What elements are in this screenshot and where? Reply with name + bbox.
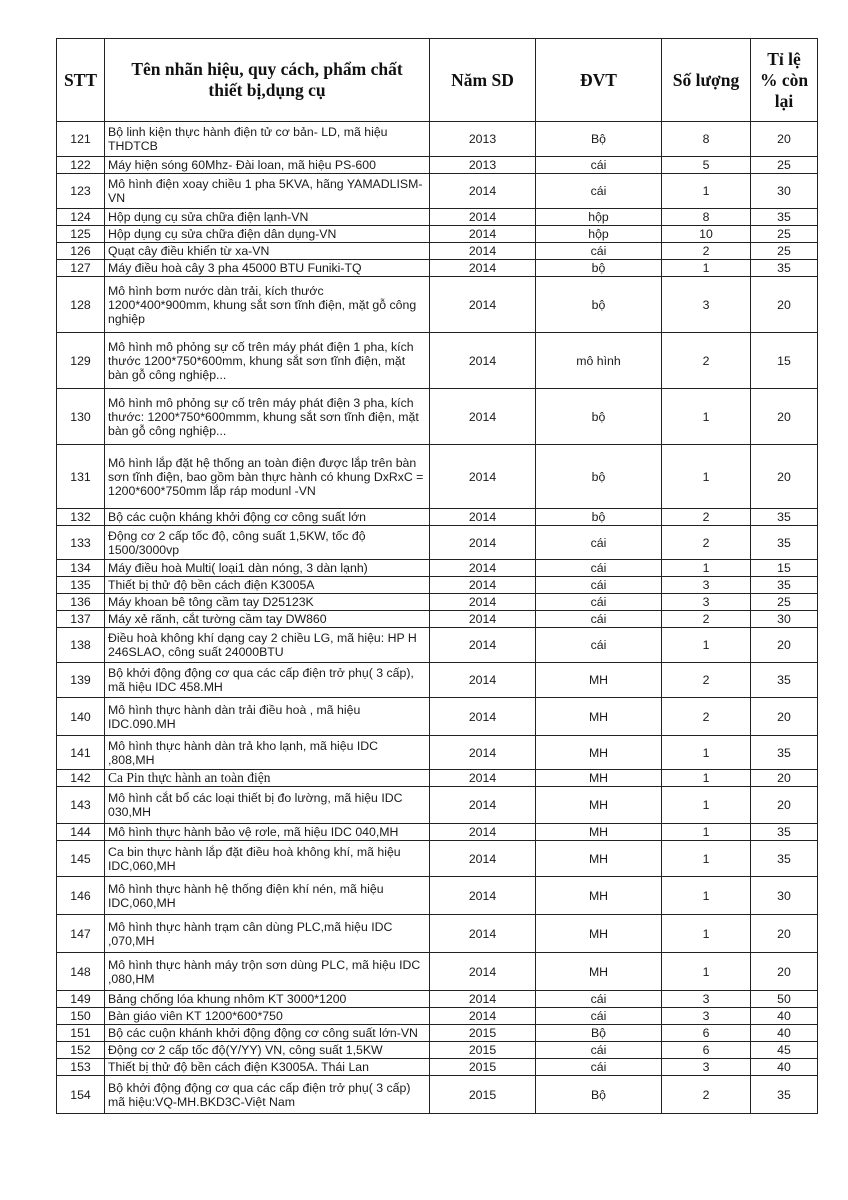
table-row (57, 243, 818, 260)
row-quantity: 2 (662, 243, 751, 260)
row-unit: MH (536, 663, 662, 698)
table-body (57, 122, 818, 1114)
row-percent-remaining: 35 (751, 663, 818, 698)
row-year: 2014 (430, 628, 536, 663)
row-year: 2013 (430, 122, 536, 157)
table-header-row (57, 39, 818, 122)
row-percent-remaining: 40 (751, 1059, 818, 1076)
row-quantity: 1 (662, 560, 751, 577)
row-quantity: 1 (662, 953, 751, 991)
row-unit: MH (536, 877, 662, 915)
row-year: 2014 (430, 698, 536, 736)
table-row (57, 389, 818, 445)
row-year: 2014 (430, 770, 536, 787)
row-percent-remaining: 35 (751, 577, 818, 594)
row-year: 2015 (430, 1059, 536, 1076)
row-name: Ca bin thực hành lắp đặt điều hoà không khí, mã hiệu IDC,060,MH (105, 841, 430, 877)
row-year: 2014 (430, 663, 536, 698)
row-name: Máy hiện sóng 60Mhz- Đài loan, mã hiệu PS-600 (105, 157, 430, 174)
row-unit: cái (536, 611, 662, 628)
row-stt: 130 (57, 389, 105, 445)
row-stt: 126 (57, 243, 105, 260)
row-name: Thiết bị thử độ bền cách điện K3005A. Thái Lan (105, 1059, 430, 1076)
row-percent-remaining: 35 (751, 824, 818, 841)
table-row (57, 1076, 818, 1114)
row-unit: bộ (536, 509, 662, 526)
row-quantity: 2 (662, 1076, 751, 1114)
row-quantity: 8 (662, 122, 751, 157)
row-unit: bộ (536, 389, 662, 445)
table-row (57, 663, 818, 698)
row-name: Mô hình thực hành dàn trả kho lạnh, mã hiệu IDC ,808,MH (105, 736, 430, 770)
table-row (57, 628, 818, 663)
row-unit: MH (536, 770, 662, 787)
row-name: Mô hình lắp đặt hệ thống an toàn điện được lắp trên bàn sơn tĩnh điện, bao gồm bàn thực hành có khung DxRxC = 1200*600*750mm lắp ráp modunl -VN (105, 445, 430, 509)
row-percent-remaining: 35 (751, 509, 818, 526)
table-row (57, 1042, 818, 1059)
row-percent-remaining: 20 (751, 277, 818, 333)
row-percent-remaining: 40 (751, 1025, 818, 1042)
table-row (57, 1025, 818, 1042)
row-percent-remaining: 20 (751, 122, 818, 157)
row-name: Động cơ 2 cấp tốc độ, công suất 1,5KW, tốc độ 1500/3000vp (105, 526, 430, 560)
row-quantity: 8 (662, 209, 751, 226)
table-row (57, 877, 818, 915)
row-unit: Bộ (536, 1076, 662, 1114)
table-row (57, 445, 818, 509)
row-year: 2014 (430, 841, 536, 877)
row-unit: cái (536, 243, 662, 260)
row-quantity: 1 (662, 736, 751, 770)
table-row (57, 157, 818, 174)
row-stt: 122 (57, 157, 105, 174)
row-year: 2014 (430, 787, 536, 824)
row-quantity: 6 (662, 1042, 751, 1059)
row-name: Mô hình mô phỏng sự cố trên máy phát điện 1 pha, kích thước 1200*750*600mm, khung sắt sơn tĩnh điện, mặt bàn gỗ công nghiệp... (105, 333, 430, 389)
row-year: 2014 (430, 1008, 536, 1025)
row-percent-remaining: 50 (751, 991, 818, 1008)
row-year: 2014 (430, 243, 536, 260)
row-year: 2014 (430, 260, 536, 277)
row-name: Bộ các cuộn khánh khởi động động cơ công suất lớn-VN (105, 1025, 430, 1042)
table-row (57, 277, 818, 333)
row-year: 2014 (430, 594, 536, 611)
row-quantity: 3 (662, 277, 751, 333)
row-percent-remaining: 35 (751, 736, 818, 770)
row-unit: bộ (536, 260, 662, 277)
row-stt: 139 (57, 663, 105, 698)
table-row (57, 594, 818, 611)
row-percent-remaining: 20 (751, 445, 818, 509)
table-row (57, 770, 818, 787)
row-percent-remaining: 20 (751, 698, 818, 736)
row-quantity: 10 (662, 226, 751, 243)
row-name: Bảng chống lóa khung nhôm KT 3000*1200 (105, 991, 430, 1008)
row-stt: 145 (57, 841, 105, 877)
row-percent-remaining: 35 (751, 841, 818, 877)
row-unit: cái (536, 1059, 662, 1076)
row-unit: MH (536, 915, 662, 953)
row-percent-remaining: 20 (751, 628, 818, 663)
row-year: 2014 (430, 226, 536, 243)
row-unit: cái (536, 526, 662, 560)
row-year: 2015 (430, 1042, 536, 1059)
row-percent-remaining: 40 (751, 1008, 818, 1025)
row-percent-remaining: 25 (751, 226, 818, 243)
table-row (57, 226, 818, 243)
inventory-sheet (56, 38, 818, 1114)
table-row (57, 736, 818, 770)
row-percent-remaining: 30 (751, 611, 818, 628)
table-row (57, 824, 818, 841)
row-quantity: 5 (662, 157, 751, 174)
row-quantity: 1 (662, 787, 751, 824)
row-quantity: 1 (662, 389, 751, 445)
row-unit: hộp (536, 226, 662, 243)
row-stt: 153 (57, 1059, 105, 1076)
row-stt: 137 (57, 611, 105, 628)
row-quantity: 1 (662, 174, 751, 209)
row-percent-remaining: 20 (751, 953, 818, 991)
row-unit: Bộ (536, 1025, 662, 1042)
row-name: Mô hình thực hành hệ thống điện khí nén, mã hiệu IDC,060,MH (105, 877, 430, 915)
header-quantity: Số lượng (662, 39, 751, 122)
row-stt: 144 (57, 824, 105, 841)
header-year: Năm SD (430, 39, 536, 122)
row-name: Mô hình thực hành trạm cân dùng PLC,mã hiệu IDC ,070,MH (105, 915, 430, 953)
table-row (57, 174, 818, 209)
header-unit: ĐVT (536, 39, 662, 122)
row-unit: cái (536, 174, 662, 209)
row-percent-remaining: 35 (751, 260, 818, 277)
row-unit: cái (536, 991, 662, 1008)
row-year: 2014 (430, 736, 536, 770)
row-stt: 150 (57, 1008, 105, 1025)
row-quantity: 1 (662, 824, 751, 841)
row-year: 2013 (430, 157, 536, 174)
row-year: 2014 (430, 560, 536, 577)
row-name: Mô hình mô phỏng sự cố trên máy phát điện 3 pha, kích thước: 1200*750*600mmm, khung sắt sơn tĩnh điện, mặt bàn gỗ công nghiệp... (105, 389, 430, 445)
row-name: Bộ khởi động động cơ qua các cấp điện trở phụ( 3 cấp) mã hiệu:VQ-MH.BKD3C-Việt Nam (105, 1076, 430, 1114)
row-stt: 146 (57, 877, 105, 915)
table-row (57, 611, 818, 628)
row-quantity: 1 (662, 877, 751, 915)
row-name: Quạt cây điều khiển từ xa-VN (105, 243, 430, 260)
row-quantity: 3 (662, 577, 751, 594)
row-quantity: 2 (662, 698, 751, 736)
row-name: Bàn giáo viên KT 1200*600*750 (105, 1008, 430, 1025)
row-stt: 135 (57, 577, 105, 594)
table-row (57, 1059, 818, 1076)
row-unit: cái (536, 560, 662, 577)
row-stt: 143 (57, 787, 105, 824)
row-unit: MH (536, 824, 662, 841)
row-unit: MH (536, 841, 662, 877)
row-unit: cái (536, 1042, 662, 1059)
row-name: Bộ khởi động động cơ qua các cấp điện trở phụ( 3 cấp), mã hiệu IDC 458.MH (105, 663, 430, 698)
table-row (57, 509, 818, 526)
row-name: Ca Pin thực hành an toàn điện (105, 770, 430, 787)
row-year: 2014 (430, 991, 536, 1008)
header-percent-remaining: Tỉ lệ % còn lại (751, 39, 818, 122)
row-quantity: 3 (662, 1008, 751, 1025)
row-unit: Bộ (536, 122, 662, 157)
row-unit: MH (536, 736, 662, 770)
row-stt: 136 (57, 594, 105, 611)
header-name: Tên nhãn hiệu, quy cách, phẩm chất thiết bị,dụng cụ (105, 39, 430, 122)
row-stt: 138 (57, 628, 105, 663)
row-unit: cái (536, 594, 662, 611)
table-row (57, 260, 818, 277)
row-unit: cái (536, 1008, 662, 1025)
table-row (57, 122, 818, 157)
table-row (57, 560, 818, 577)
row-percent-remaining: 20 (751, 389, 818, 445)
row-stt: 154 (57, 1076, 105, 1114)
row-quantity: 1 (662, 445, 751, 509)
row-unit: cái (536, 157, 662, 174)
row-stt: 128 (57, 277, 105, 333)
row-name: Mô hình điện xoay chiều 1 pha 5KVA, hãng YAMADLISM-VN (105, 174, 430, 209)
row-percent-remaining: 35 (751, 1076, 818, 1114)
row-quantity: 1 (662, 915, 751, 953)
row-percent-remaining: 15 (751, 560, 818, 577)
row-stt: 125 (57, 226, 105, 243)
row-stt: 141 (57, 736, 105, 770)
table-row (57, 1008, 818, 1025)
table-row (57, 333, 818, 389)
row-year: 2014 (430, 277, 536, 333)
row-unit: cái (536, 577, 662, 594)
table-row (57, 787, 818, 824)
row-year: 2014 (430, 577, 536, 594)
row-name: Mô hình cắt bổ các loại thiết bị đo lường, mã hiệu IDC 030,MH (105, 787, 430, 824)
row-stt: 134 (57, 560, 105, 577)
row-quantity: 2 (662, 611, 751, 628)
row-unit: cái (536, 628, 662, 663)
row-year: 2014 (430, 209, 536, 226)
table-row (57, 577, 818, 594)
row-year: 2014 (430, 953, 536, 991)
row-year: 2015 (430, 1025, 536, 1042)
row-stt: 123 (57, 174, 105, 209)
table-row (57, 841, 818, 877)
row-stt: 133 (57, 526, 105, 560)
row-percent-remaining: 25 (751, 243, 818, 260)
row-percent-remaining: 20 (751, 787, 818, 824)
row-year: 2014 (430, 915, 536, 953)
row-quantity: 3 (662, 991, 751, 1008)
row-year: 2014 (430, 509, 536, 526)
row-quantity: 1 (662, 628, 751, 663)
row-quantity: 2 (662, 526, 751, 560)
row-stt: 132 (57, 509, 105, 526)
row-unit: MH (536, 953, 662, 991)
row-stt: 142 (57, 770, 105, 787)
row-percent-remaining: 20 (751, 770, 818, 787)
row-name: Hộp dụng cụ sửa chữa điện dân dụng-VN (105, 226, 430, 243)
table-row (57, 698, 818, 736)
row-quantity: 1 (662, 770, 751, 787)
row-quantity: 2 (662, 333, 751, 389)
table-row (57, 209, 818, 226)
table-row (57, 526, 818, 560)
row-name: Thiết bị thử độ bền cách điện K3005A (105, 577, 430, 594)
row-name: Máy xẻ rãnh, cắt tường cầm tay DW860 (105, 611, 430, 628)
row-name: Điều hoà không khí dạng cay 2 chiều LG, mã hiệu: HP H 246SLAO, công suất 24000BTU (105, 628, 430, 663)
row-unit: MH (536, 787, 662, 824)
row-quantity: 2 (662, 663, 751, 698)
row-percent-remaining: 35 (751, 526, 818, 560)
equipment-table (56, 38, 818, 1114)
row-stt: 147 (57, 915, 105, 953)
row-percent-remaining: 25 (751, 594, 818, 611)
row-year: 2014 (430, 526, 536, 560)
row-year: 2014 (430, 389, 536, 445)
row-stt: 121 (57, 122, 105, 157)
row-stt: 148 (57, 953, 105, 991)
row-name: Động cơ 2 cấp tốc độ(Y/YY) VN, công suất 1,5KW (105, 1042, 430, 1059)
row-stt: 152 (57, 1042, 105, 1059)
row-name: Mô hình thực hành máy trộn sơn dùng PLC, mã hiệu IDC ,080,HM (105, 953, 430, 991)
row-quantity: 1 (662, 841, 751, 877)
row-percent-remaining: 20 (751, 915, 818, 953)
row-unit: mô hình (536, 333, 662, 389)
header-stt: STT (57, 39, 105, 122)
row-name: Máy khoan bê tông cầm tay D25123K (105, 594, 430, 611)
row-name: Máy điều hoà Multi( loại1 dàn nóng, 3 dàn lạnh) (105, 560, 430, 577)
row-quantity: 3 (662, 594, 751, 611)
row-name: Mô hình thực hành bảo vệ rơle, mã hiệu IDC 040,MH (105, 824, 430, 841)
row-quantity: 3 (662, 1059, 751, 1076)
row-name: Mô hình bơm nước dàn trải, kích thước 1200*400*900mm, khung sắt sơn tĩnh điện, mặt gỗ công nghiệp (105, 277, 430, 333)
row-percent-remaining: 45 (751, 1042, 818, 1059)
row-unit: hộp (536, 209, 662, 226)
row-percent-remaining: 15 (751, 333, 818, 389)
row-stt: 129 (57, 333, 105, 389)
row-stt: 149 (57, 991, 105, 1008)
row-year: 2014 (430, 611, 536, 628)
row-stt: 124 (57, 209, 105, 226)
row-percent-remaining: 30 (751, 174, 818, 209)
table-row (57, 915, 818, 953)
row-percent-remaining: 35 (751, 209, 818, 226)
row-name: Bộ các cuộn kháng khởi động cơ công suất lớn (105, 509, 430, 526)
row-unit: bộ (536, 277, 662, 333)
row-year: 2015 (430, 1076, 536, 1114)
row-unit: bộ (536, 445, 662, 509)
row-year: 2014 (430, 174, 536, 209)
row-stt: 127 (57, 260, 105, 277)
row-quantity: 1 (662, 260, 751, 277)
row-percent-remaining: 25 (751, 157, 818, 174)
row-percent-remaining: 30 (751, 877, 818, 915)
row-name: Hộp dụng cụ sửa chữa điện lạnh-VN (105, 209, 430, 226)
row-year: 2014 (430, 824, 536, 841)
row-stt: 131 (57, 445, 105, 509)
row-year: 2014 (430, 333, 536, 389)
row-name: Mô hình thực hành dàn trải điều hoà , mã hiệu IDC.090.MH (105, 698, 430, 736)
table-row (57, 991, 818, 1008)
row-year: 2014 (430, 877, 536, 915)
row-name: Máy điều hoà cây 3 pha 45000 BTU Funiki-TQ (105, 260, 430, 277)
table-row (57, 953, 818, 991)
row-unit: MH (536, 698, 662, 736)
row-stt: 140 (57, 698, 105, 736)
row-quantity: 6 (662, 1025, 751, 1042)
row-quantity: 2 (662, 509, 751, 526)
row-year: 2014 (430, 445, 536, 509)
row-stt: 151 (57, 1025, 105, 1042)
row-name: Bộ linh kiện thực hành điện tử cơ bản- LD, mã hiệu THDTCB (105, 122, 430, 157)
